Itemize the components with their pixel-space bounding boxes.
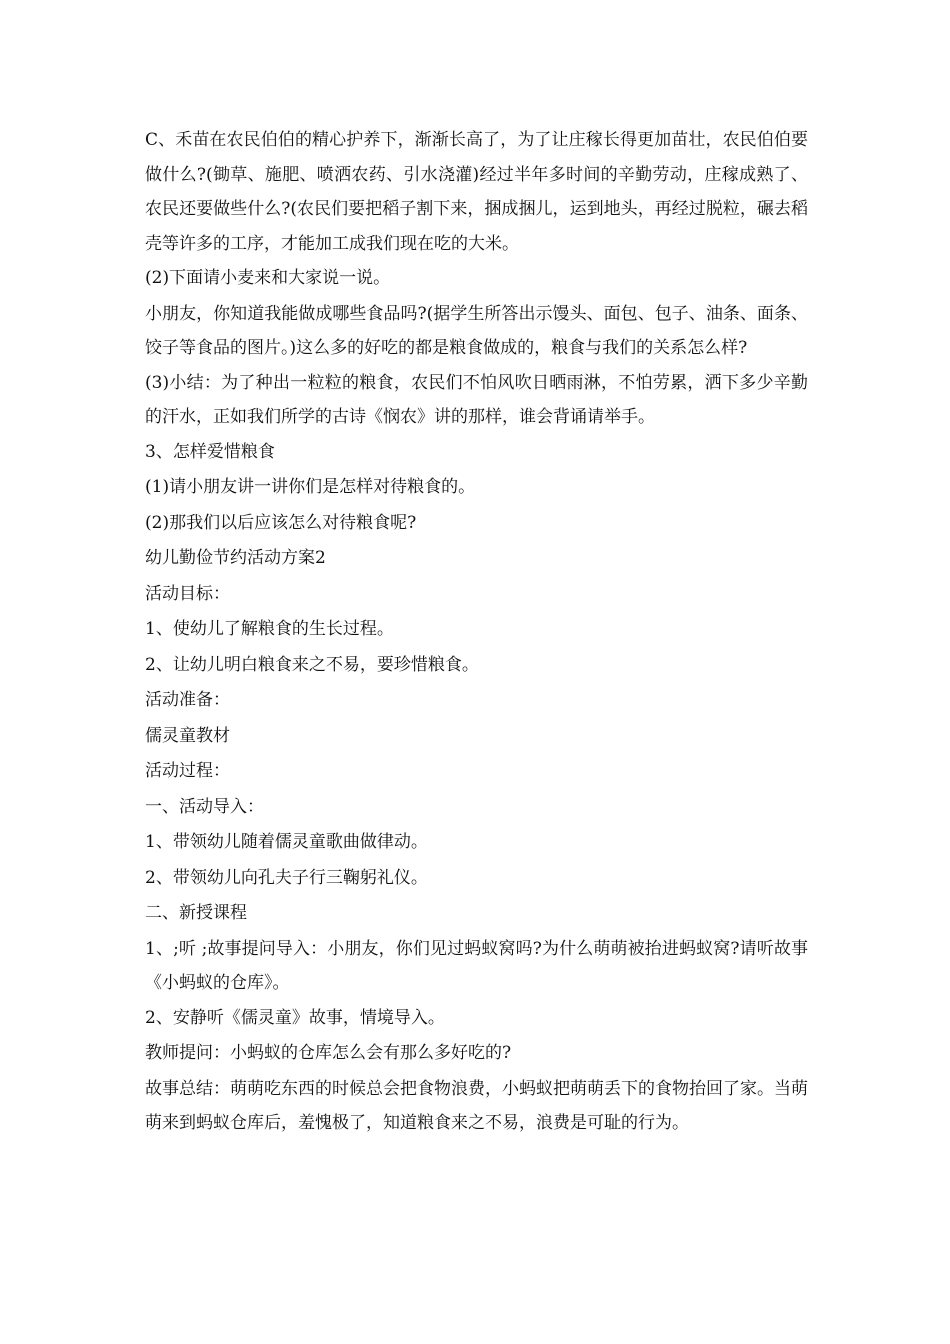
teacher-question: 教师提问：小蚂蚁的仓库怎么会有那么多好吃的? [145,1043,512,1063]
heading-activity-intro: 一、活动导入： [145,796,264,817]
paragraph-wheat-intro: (2)下面请小麦来和大家说一说。 [145,268,391,288]
lesson-item-2: 2、安静听《儒灵童》故事，情境导入。 [145,1007,445,1028]
story-summary: 故事总结：萌萌吃东西的时候总会把食物浪费，小蚂蚁把萌萌丢下的食物抬回了家。当萌萌来到蚂蚁仓库后，羞愧极了，知道粮食来之不易，浪费是可耻的行为。 [145,1078,808,1133]
intro-item-1: 1、带领幼儿随着儒灵童歌曲做律动。 [145,832,428,852]
plan-title: 幼儿勤俭节约活动方案2 [145,548,326,568]
lesson-item-1: 1、;听 ;故事提问导入：小朋友，你们见过蚂蚁窝吗?为什么萌萌被抬进蚂蚁窝?请听故事《小蚂蚁的仓库》。 [145,938,808,993]
paragraph-wheat-foods: 小朋友，你知道我能做成哪些食品吗?(据学生所答出示馒头、面包、包子、油条、面条、饺子等食品的图片。)这么多的好吃的都是粮食做成的，粮食与我们的关系怎么样? [145,303,808,358]
paragraph-discussion-1: (1)请小朋友讲一讲你们是怎样对待粮食的。 [145,477,476,497]
heading-new-lesson: 二、新授课程 [145,903,247,923]
document-body [145,123,808,1141]
paragraph-summary: (3)小结：为了种出一粒粒的粮食，农民们不怕风吹日晒雨淋，不怕劳累，洒下多少辛勤的汗水，正如我们所学的古诗《悯农》讲的那样，谁会背诵请举手。 [145,372,808,427]
heading-activity-process: 活动过程： [145,761,230,781]
heading-activity-goals: 活动目标： [145,583,230,604]
goal-item-1: 1、使幼儿了解粮食的生长过程。 [145,619,394,639]
paragraph-rice-process: C、禾苗在农民伯伯的精心护养下，渐渐长高了，为了让庄稼长得更加苗壮，农民伯伯要做什么?(锄草、施肥、喷洒农药、引水浇灌)经过半年多时间的辛勤劳动，庄稼成熟了、农民还要做些什么?(农民们要把稻子割下来，捆成捆儿，运到地头，再经过脱粒，碾去稻壳等许多的工序，才能加工成我们现在吃的大米。 [145,130,808,254]
intro-item-2: 2、带领幼儿向孔夫子行三鞠躬礼仪。 [145,867,428,888]
heading-activity-preparation: 活动准备： [145,690,230,710]
paragraph-discussion-2: (2)那我们以后应该怎么对待粮食呢? [145,512,417,533]
section-heading-cherish-grain: 3、怎样爱惜粮食 [145,441,275,462]
preparation-item: 儒灵童教材 [145,725,230,746]
goal-item-2: 2、让幼儿明白粮食来之不易，要珍惜粮食。 [145,654,479,675]
